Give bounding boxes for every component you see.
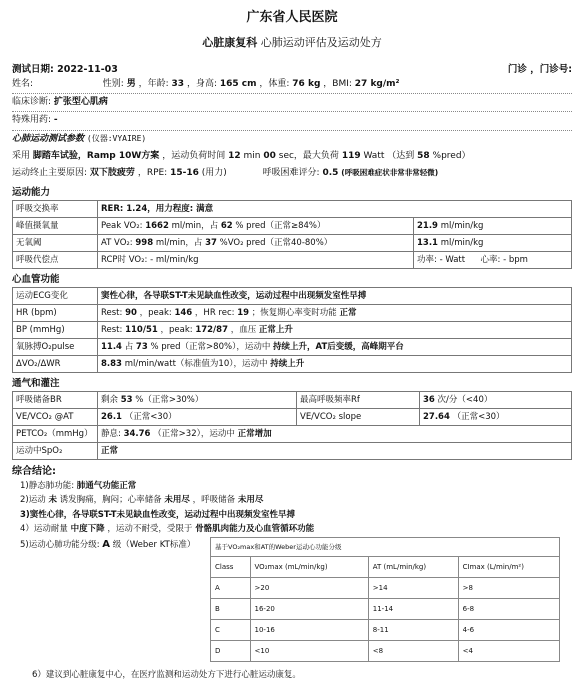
stop-reason: 双下肢疲劳	[89, 168, 135, 179]
c1-value: 肺通气功能正常	[76, 480, 137, 491]
report-title	[12, 36, 572, 50]
br-label: 呼吸储备BR	[13, 392, 98, 409]
load-pct: 58	[417, 150, 430, 161]
hr-value: - bpm	[503, 254, 528, 265]
br-val: 53	[120, 394, 133, 405]
report-title-text: 心肺运动评估及运动处方	[260, 36, 382, 50]
peak-mid: ml/min，占	[171, 220, 219, 231]
peak-kg: 21.9	[417, 220, 438, 231]
petco2-suffix: （正常>32），运动中	[153, 428, 235, 439]
test-method: 脚踏车试验，Ramp 10W方案	[32, 150, 160, 161]
weber-cell: <4	[458, 641, 559, 662]
weber-cell: 11-14	[368, 599, 458, 620]
weber-cell: A	[211, 578, 251, 599]
br-value	[98, 392, 297, 409]
ecg-label: 运动ECG变化	[13, 288, 98, 305]
patient-info	[12, 76, 572, 94]
weber-cell: 6-8	[458, 599, 559, 620]
name-label: 姓名:	[12, 78, 34, 89]
duration-min: 12	[228, 150, 241, 161]
petco2-val: 34.76	[123, 428, 151, 439]
bp-status: 正常上升	[258, 324, 293, 335]
at-label: 无氧阈	[13, 235, 98, 252]
at-suffix: %VO₂ pred（正常40-80%）	[219, 237, 333, 248]
at-value	[98, 235, 414, 252]
o2-mid: 占	[124, 341, 134, 352]
conclusion-3: 3)窦性心律，各导联ST-T未见缺血性改变，运动过程中出现频发室性早搏	[20, 509, 296, 520]
special-drug-row	[12, 112, 572, 130]
rcp-power-hr	[414, 252, 572, 269]
vslope-suffix: （正常<30）	[452, 411, 505, 422]
weber-cell: 4-6	[458, 620, 559, 641]
bp-peak: 172/87	[195, 324, 228, 335]
test-date-row	[12, 64, 572, 76]
bp-label: BP (mmHg)	[13, 322, 98, 339]
at-kg-val: 13.1	[417, 237, 438, 248]
weber-cell: B	[211, 599, 251, 620]
hr-rest-label: Rest:	[101, 307, 123, 318]
c2-c: 诱发胸痛，胸闷；心率储备	[59, 495, 162, 506]
rf-suffix: 次/分（<40）	[437, 394, 493, 405]
params-title: 心肺运动测试参数	[12, 133, 85, 144]
slope-status: 持续上升	[270, 358, 305, 369]
table-row	[13, 392, 572, 409]
weber-header: VO₂max (mL/min/kg)	[250, 557, 368, 578]
dyspnea-label: 呼吸困难评分:	[262, 168, 320, 179]
hr-peak-label: ，peak:	[139, 307, 172, 318]
at-mid: ml/min，占	[155, 237, 203, 248]
table-row	[13, 201, 572, 218]
rf-val: 36	[423, 394, 435, 405]
stop-label: 运动终止主要原因:	[12, 168, 88, 179]
weber-cell: C	[211, 620, 251, 641]
diagnosis-label: 临床诊断:	[12, 97, 52, 108]
dyspnea-score: 0.5	[322, 168, 339, 179]
conclusion-4	[12, 522, 572, 537]
method-prefix: 采用	[12, 150, 31, 161]
vo2-wr-values	[98, 356, 572, 373]
cardio-title: 心血管功能	[12, 274, 60, 286]
at-prefix: AT VO₂:	[101, 237, 133, 248]
age-value: 33	[171, 78, 185, 89]
weber-cell: >8	[458, 578, 559, 599]
weber-caption: 基于VO₂max和AT的Weber运动心功能分级	[211, 538, 560, 557]
weber-cell: <10	[250, 641, 368, 662]
vo2-wr-label: ΔVO₂/ΔWR	[13, 356, 98, 373]
c5-a: 5)运动心肺功能分级:	[20, 540, 100, 550]
table-row	[211, 538, 560, 557]
table-row	[13, 252, 572, 269]
bp-rest: 110/51	[125, 324, 158, 335]
peak-suffix: % pred（正常≥84%）	[235, 220, 326, 231]
rcp-label: 呼吸代偿点	[13, 252, 98, 269]
table-row	[13, 305, 572, 322]
ve-vco2-slope-value	[420, 409, 572, 426]
table-row	[13, 443, 572, 460]
peak-val: 1662	[145, 220, 169, 231]
conclusion-title: 综合结论:	[12, 466, 56, 477]
hr-label: 心率:	[480, 254, 501, 265]
vslope-val: 27.64	[423, 411, 450, 422]
table-row	[13, 288, 572, 305]
spo2-label: 运动中SpO₂	[13, 443, 98, 460]
conclusion-5	[12, 537, 572, 662]
time-label: ，运动负荷时间	[162, 150, 226, 161]
c2-d: 未用尽	[164, 495, 190, 506]
weber-cell: D	[211, 641, 251, 662]
test-date: 测试日期: 2022-11-03	[12, 64, 118, 75]
cardio-table	[12, 287, 572, 373]
stop-reason-row	[12, 165, 572, 182]
c2-e: ，呼吸储备	[192, 495, 236, 506]
table-row	[211, 599, 560, 620]
hr-values	[98, 305, 572, 322]
br-suffix: %（正常>30%）	[135, 394, 204, 405]
diagnosis-row	[12, 94, 572, 112]
table-row	[13, 218, 572, 235]
ve-vco2-at-label: VE/VCO₂ @AT	[13, 409, 98, 426]
weber-cell: 8-11	[368, 620, 458, 641]
petco2-prefix: 静息:	[101, 428, 121, 439]
params-title-row	[12, 131, 572, 148]
weber-header: AT (mL/min/kg)	[368, 557, 458, 578]
c5-b: 级（Weber KT标准）	[112, 540, 196, 550]
o2pulse-values	[98, 339, 572, 356]
weber-cell: 10-16	[250, 620, 368, 641]
c2-b: 未	[48, 495, 57, 506]
capacity-table	[12, 200, 572, 269]
hr-rest: 90	[125, 307, 137, 318]
hospital-name: 广东省人民医院	[246, 10, 338, 25]
power-label: 功率:	[417, 254, 437, 265]
ve-vco2-slope-label: VE/VCO₂ slope	[297, 409, 420, 426]
weight-label: ，体重:	[259, 78, 290, 89]
bp-peak-label: ，peak:	[160, 324, 193, 335]
weber-cell: 16-20	[250, 599, 368, 620]
c1-prefix: 1)静态肺功能:	[20, 480, 75, 491]
petco2-value	[98, 426, 572, 443]
c4-c: ，运动不耐受，受限于	[107, 524, 193, 535]
br-prefix: 剩余	[101, 394, 119, 405]
hr-peak: 146	[174, 307, 193, 318]
table-row	[13, 426, 572, 443]
rpe-label: ，RPE:	[137, 168, 168, 179]
rer-value: RER: 1.24，用力程度: 满意	[98, 201, 572, 218]
weber-cell: >20	[250, 578, 368, 599]
rcp-value: RCP时 VO₂: - ml/min/kg	[98, 252, 414, 269]
c2-a: 2)运动	[20, 495, 46, 506]
spo2-value: 正常	[98, 443, 572, 460]
c4-b: 中度下降	[70, 524, 105, 535]
dyspnea-note: (呼吸困难症状非常非常轻微)	[341, 168, 439, 178]
weight-value: 76 kg	[292, 78, 321, 89]
conclusion-6: 6）建议到心脏康复中心，在医疗监测和运动处方下进行心脏运动康复。	[32, 670, 301, 680]
table-row	[13, 356, 572, 373]
rer-label: 呼吸交换率	[13, 201, 98, 218]
weber-grade: A	[102, 539, 111, 550]
height-value: 165 cm	[219, 78, 257, 89]
table-row	[211, 620, 560, 641]
at-val: 998	[135, 237, 154, 248]
table-row	[13, 339, 572, 356]
vent-title: 通气和灌注	[12, 378, 60, 390]
age-label: ，年龄:	[138, 78, 169, 89]
hr-bpm-label: HR (bpm)	[13, 305, 98, 322]
table-row	[13, 235, 572, 252]
hr-rec-label: ，HR rec:	[194, 307, 235, 318]
o2-pct: 73	[135, 341, 148, 352]
weber-cell: <8	[368, 641, 458, 662]
pct-unit: %pred）	[432, 150, 471, 161]
veat-suffix: （正常<30）	[124, 411, 177, 422]
hr-status: 正常	[339, 307, 357, 318]
weber-header: CImax (L/min/m²)	[458, 557, 559, 578]
at-kg	[414, 235, 572, 252]
peak-pct: 62	[220, 220, 233, 231]
peak-prefix: Peak VO₂:	[101, 220, 143, 231]
load-unit: Watt （达到	[363, 150, 415, 161]
slope-val: 8.83	[101, 358, 122, 369]
sex-value: 男	[126, 78, 136, 89]
test-method-row	[12, 148, 572, 165]
table-row	[211, 578, 560, 599]
slope-suffix: ml/min/watt（标准值为10），运动中	[124, 358, 268, 369]
o2-suffix: % pred（正常>80%），运动中	[150, 341, 271, 352]
petco2-label: PETCO₂（mmHg）	[13, 426, 98, 443]
diagnosis-value: 扩张型心肌病	[53, 97, 108, 108]
o2-val: 11.4	[101, 341, 122, 352]
bmi-label: ，BMI:	[323, 78, 352, 89]
weber-grade-label	[12, 537, 210, 552]
vent-table	[12, 391, 572, 460]
ve-vco2-at-value	[98, 409, 297, 426]
special-drug-value: -	[53, 115, 58, 126]
o2-status: 持续上升，AT后变缓，高峰期平台	[273, 341, 404, 352]
hr-rec: 19	[237, 307, 250, 318]
conclusion-2	[12, 493, 572, 508]
c4-a: 4）运动耐量	[20, 524, 68, 535]
department: 心脏康复科	[202, 36, 258, 50]
weber-header: Class	[211, 557, 251, 578]
table-row	[13, 322, 572, 339]
at-pct: 37	[205, 237, 217, 248]
duration-sec: 00	[263, 150, 276, 161]
c4-d: 骨骼肌肉能力及心血管循环功能	[195, 524, 315, 535]
bp-rest-label: Rest:	[101, 324, 123, 335]
peak-vo2-kg	[414, 218, 572, 235]
bmi-value: 27 kg/m²	[354, 78, 400, 89]
special-drug-label: 特殊用药:	[12, 115, 52, 126]
table-row	[211, 641, 560, 662]
max-load: 119	[341, 150, 361, 161]
table-row	[13, 409, 572, 426]
rpe-value: 15-16	[170, 168, 199, 179]
peak-vo2-label: 峰值摄氧量	[13, 218, 98, 235]
conclusion-1	[12, 479, 572, 494]
petco2-status: 正常增加	[237, 428, 272, 439]
height-label: ，身高:	[186, 78, 217, 89]
sec-unit: sec，最大负荷	[278, 150, 339, 161]
rf-value	[420, 392, 572, 409]
capacity-title: 运动能力	[12, 187, 51, 199]
rpe-note: (用力)	[201, 168, 227, 179]
power-value: - Watt	[439, 254, 466, 265]
peak-vo2-value	[98, 218, 414, 235]
rf-label: 最高呼吸频率Rf	[297, 392, 420, 409]
o2pulse-label: 氧脉搏O₂pulse	[13, 339, 98, 356]
peak-kg-unit: ml/min/kg	[440, 220, 484, 231]
clinic-number: 门诊 ，门诊号:	[507, 64, 572, 75]
bp-note: ，血压	[230, 324, 257, 335]
ecg-value: 窦性心律，各导联ST-T未见缺血性改变，运动过程中出现频发室性早搏	[98, 288, 572, 305]
veat-val: 26.1	[101, 411, 122, 422]
min-unit: min	[243, 150, 261, 161]
weber-cell: >14	[368, 578, 458, 599]
at-kg-unit: ml/min/kg	[440, 237, 484, 248]
table-row	[211, 557, 560, 578]
sex-label: 性别:	[102, 78, 124, 89]
hr-note: ；恢复期心率变时功能	[251, 307, 337, 318]
c2-f: 未用尽	[237, 495, 264, 506]
weber-table	[210, 537, 560, 662]
bp-values	[98, 322, 572, 339]
instrument: (仪器:VYAIRE)	[86, 133, 147, 143]
